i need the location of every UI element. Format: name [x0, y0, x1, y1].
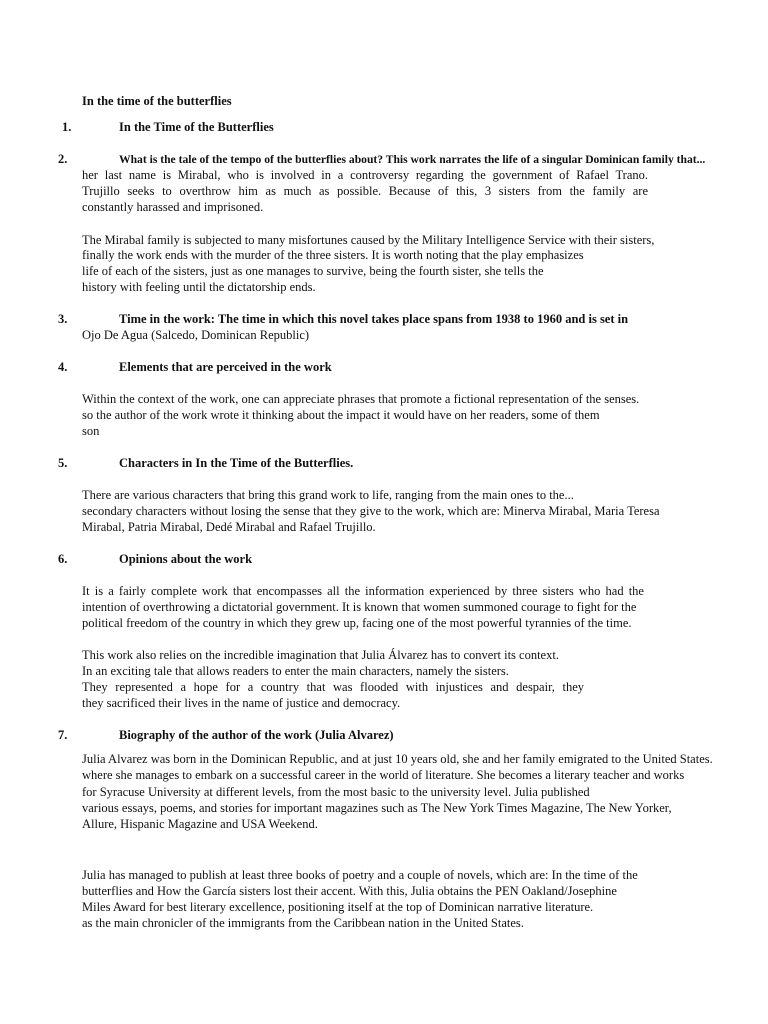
section-2-heading: What is the tale of the tempo of the butterflies about? This work narrates the life of a singular Dominican family that... — [119, 153, 706, 166]
section-7-number: 7. — [58, 728, 68, 742]
section-7-text-line: Allure, Hispanic Magazine and USA Weekend. — [82, 817, 318, 831]
section-4-number: 4. — [58, 360, 68, 374]
section-6-number: 6. — [58, 552, 68, 566]
section-7-text-line: Julia has managed to publish at least three books of poetry and a couple of novels, which are: In the time of the — [82, 868, 638, 882]
section-3-text-line: Ojo De Agua (Salcedo, Dominican Republic) — [82, 328, 310, 342]
section-5-text-line: Mirabal, Patria Mirabal, Dedé Mirabal and Rafael Trujillo. — [82, 520, 376, 534]
section-6-text-line: They represented a hope for a country that was flooded with injustices and despair, they — [82, 680, 584, 694]
section-4-text-line: so the author of the work wrote it thinking about the impact it would have on her readers, some of them — [82, 408, 600, 422]
section-3-number: 3. — [58, 312, 68, 326]
section-4-heading: Elements that are perceived in the work — [119, 360, 332, 374]
section-5-text-line: There are various characters that bring this grand work to life, ranging from the main ones to the... — [82, 488, 574, 502]
section-2-text-line: history with feeling until the dictatorship ends. — [82, 280, 316, 294]
section-4-text-line: Within the context of the work, one can appreciate phrases that promote a fictional representation of the senses. — [82, 392, 640, 406]
section-7-text-line: where she manages to embark on a successful career in the world of literature. She becomes a literary teacher and works — [82, 768, 685, 782]
section-5-number: 5. — [58, 456, 68, 470]
section-2-text-line: Trujillo seeks to overthrow him as much as possible. Because of this, 3 sisters from the family are — [82, 184, 648, 198]
section-2-text-line: The Mirabal family is subjected to many misfortunes caused by the Military Intelligence Service with their sisters, — [82, 233, 655, 247]
section-2-text-line: her last name is Mirabal, who is involved in a controversy regarding the government of Rafael Trano. — [82, 168, 648, 182]
section-7-text-line: Miles Award for best literary excellence, positioning itself at the top of Dominican narrative literature. — [82, 900, 594, 914]
section-6-text-line: intention of overthrowing a dictatorial government. It is known that women summoned courage to fight for the — [82, 600, 637, 614]
section-7-text-line: Julia Alvarez was born in the Dominican Republic, and at just 10 years old, she and her family emigrated to the United States. — [82, 752, 713, 766]
section-2-text-line: finally the work ends with the murder of the three sisters. It is worth noting that the play emphasizes — [82, 248, 584, 262]
section-7-text-line: as the main chronicler of the immigrants from the Caribbean nation in the United States. — [82, 916, 524, 930]
section-1-heading: In the Time of the Butterflies — [119, 120, 274, 134]
section-6-text-line: they sacrificed their lives in the name of justice and democracy. — [82, 696, 401, 710]
section-5-heading: Characters in In the Time of the Butterflies. — [119, 456, 354, 470]
section-7-text-line: for Syracuse University at different levels, from the most basic to the university level. Julia published — [82, 785, 590, 799]
section-6-text-line: This work also relies on the incredible imagination that Julia Álvarez has to convert its context. — [82, 648, 559, 662]
section-6-text-line: It is a fairly complete work that encompasses all the information experienced by three sisters who had the — [82, 584, 644, 598]
section-6-text-line: In an exciting tale that allows readers to enter the main characters, namely the sisters. — [82, 664, 509, 678]
section-2-text-line: constantly harassed and imprisoned. — [82, 200, 264, 214]
section-6-heading: Opinions about the work — [119, 552, 253, 566]
section-7-text-line: various essays, poems, and stories for important magazines such as The New York Times Magazine, The New Yorker, — [82, 801, 672, 815]
section-7-text-line: butterflies and How the García sisters lost their accent. With this, Julia obtains the PEN Oakland/Josephine — [82, 884, 617, 898]
section-4-text-line: son — [82, 424, 100, 438]
section-7-heading: Biography of the author of the work (Julia Alvarez) — [119, 728, 394, 742]
section-6-text-line: political freedom of the country in which they grew up, facing one of the most powerful tyrannies of the time. — [82, 616, 632, 630]
section-2-number: 2. — [58, 152, 68, 166]
document-title: In the time of the butterflies — [82, 94, 232, 108]
section-3-heading: Time in the work: The time in which this novel takes place spans from 1938 to 1960 and is set in — [119, 312, 629, 326]
section-5-text-line: secondary characters without losing the sense that they give to the work, which are: Minerva Mirabal, Maria Teresa — [82, 504, 660, 518]
section-2-text-line: life of each of the sisters, just as one manages to survive, being the fourth sister, she tells the — [82, 264, 544, 278]
section-1-number: 1. — [62, 120, 72, 134]
